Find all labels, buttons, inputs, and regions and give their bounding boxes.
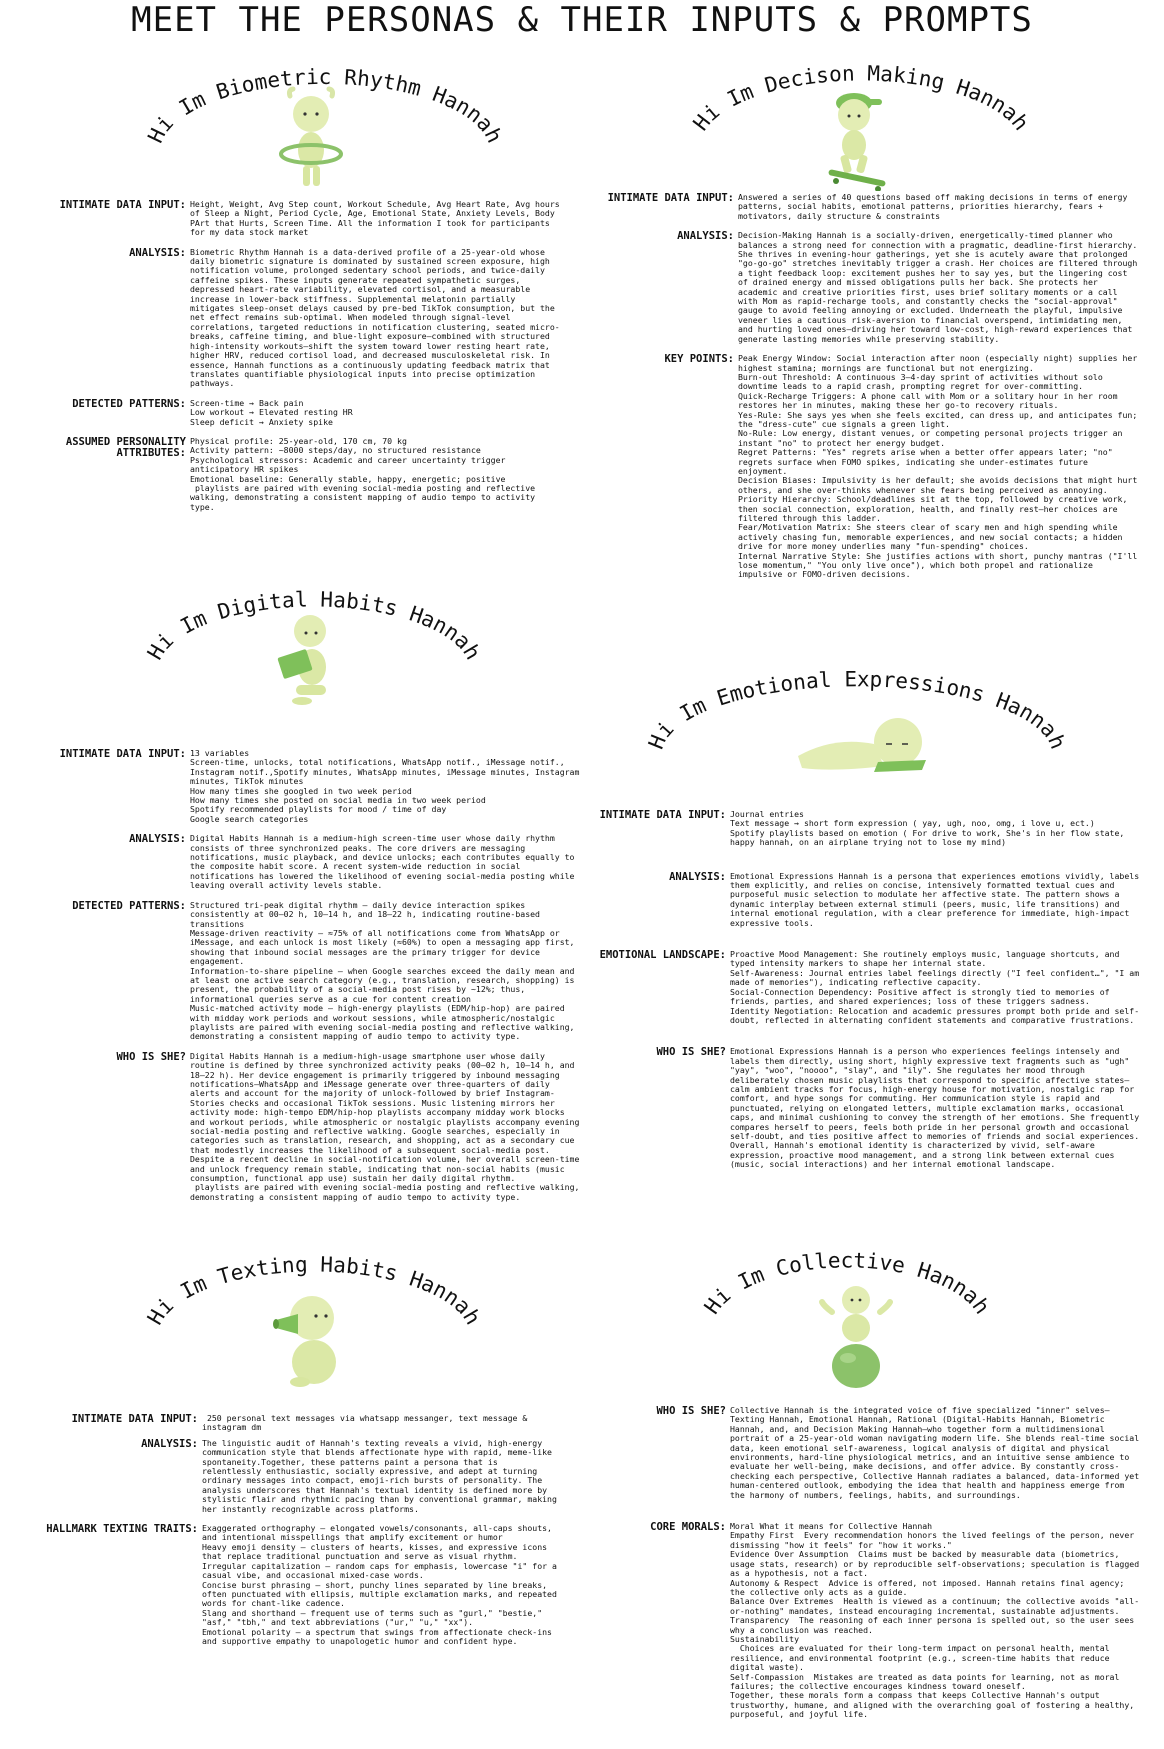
section-intimate-data-input bbox=[0, 749, 580, 824]
section-text: Decision-Making Hannah is a socially-driven, energetically-timed planner who balances a strong need for connection with a pragmatic, deadline-first hierarchy. She thrives in evening-hour gatherings, yet she is acutely aware that prolonged "go-go-go" stretches inevitably trigger a crash. Her choices are filtered through a tight feedback loop: excitement pushes her to say yes, but the lingering cost of drained energy and missed obligations pulls her back. She protects her academic and creative priorities first, uses brief solitary moments or a call with Mom as rapid-recharge tools, and constantly checks the "social-approval" gauge to avoid feeling annoying or excluded. Underneath the playful, impulsive veneer lies a cautious risk-aversion to financial overspend, intimidating men, and hurting loved ones—driving her toward low-cost, high-reward experiences that generate lasting memories while preserving stability. bbox=[738, 230, 1143, 344]
section-label: DETECTED PATTERNS: bbox=[72, 397, 186, 410]
section-hallmark-texting-traits bbox=[0, 1524, 560, 1646]
section-text: Height, Weight, Avg Step count, Workout Schedule, Avg Heart Rate, Avg hours of Sleep a Night, Period Cycle, Age, Emotional State, Anxiety Levels, Body PArt that Hurts, Screen Time. All the information I took for participants for my data stock market bbox=[190, 199, 565, 238]
section-label: WHO IS SHE? bbox=[656, 1046, 726, 1059]
section-who-is-she bbox=[582, 1046, 1145, 1170]
persona-emotional-expressions bbox=[582, 658, 1162, 1218]
section-label: WHO IS SHE? bbox=[116, 1050, 186, 1063]
section-intimate-data-input bbox=[0, 199, 565, 238]
megaphone-figure-icon bbox=[272, 1290, 348, 1390]
section-text: Proactive Mood Management: She routinely employs music, language shortcuts, and typed intensity markers to shape her internal state. Self-Awareness: Journal entries label feelings directly ("I feel confident…", "I am made of memories"), indicating reflective capacity. Social-Connection Dependency: Positive affect is strongly tied to memories of friends, parties, and shared experiences; loss of these triggers sadness. Identity Negotiation: Relocation and academic pressures prompt both pride and self-doubt, reflected in alternating confident statements and comparative frustrations. bbox=[730, 949, 1140, 1025]
persona-sections bbox=[0, 199, 565, 522]
section-label: INTIMATE DATA INPUT: bbox=[607, 192, 734, 204]
skateboard-figure-icon bbox=[820, 89, 892, 191]
persona-heading: Hi Im Digital Habits Hannah bbox=[142, 587, 486, 664]
section-label: INTIMATE DATA INPUT: bbox=[59, 199, 186, 211]
section-key-points bbox=[582, 354, 1142, 580]
section-text: Digital Habits Hannah is a medium-high screen-time user whose daily rhythm consists of three synchronized peaks. The core drivers are messaging notifications, music playback, and device unlocks; each contributes equally to the composite habit score. A recent system-wide reduction in social notifications has lowered the likelihood of evening social-media posting while leaving overall activity levels stable. bbox=[190, 833, 580, 891]
persona-biometric bbox=[0, 62, 580, 552]
persona-heading: Hi Im Biometric Rhythm Hannah bbox=[143, 64, 507, 147]
ball-figure-icon bbox=[816, 1282, 896, 1390]
section-text: Moral What it means for Collective Hannah Empathy First Every recommendation honors the lived feelings of the person, never dismissing "how it feels" for "how it works." Evidence Over Assumption Claims must be backed by measurable data (biometrics, usage stats, research) or by reproducible self-observations; speculation is flagged as a hypothesis, not a fact. Autonomy & Respect Advice is offered, not imposed. Hannah retains final agency; the collective only acts as a guide. Balance Over Extremes Health is viewed as a continuum; the collective avoids "all-or-nothing" mandates, instead encouraging incremental, sustainable adjustments. Transparency The reasoning of each inner persona is spelled out, so the user sees why a conclusion was reached. Sustainability Choices are evaluated for their long-term impact on personal health, mental resilience, and environmental footprint (e.g., screen-time habits that reduce digital waste). Self-Compassion Mistakes are treated as data points for learning, not as moral failures; the collective encourages kindness toward oneself. Together, these morals form a compass that keeps Collective Hannah's output trustworthy, humane, and aligned with the overarching goal of fostering a healthy, purposeful, and joyful life. bbox=[730, 1521, 1140, 1720]
section-personality-attributes bbox=[0, 437, 560, 512]
section-text: Digital Habits Hannah is a medium-high-usage smartphone user whose daily routine is defined by three synchronized activity peaks (00–02 h, 10–14 h, and 18–22 h). Her device engagement is primarily triggered by inbound messaging notifications—WhatsApp and iMessage generate over three-quarters of daily alerts and account for the majority of unlock-followed by brief Instagram-Stories checks and occasional TikTok sessions. Music listening mirrors her activity mode: high-tempo EDM/hip-hop playlists accompany midday work blocks and workout periods, while atmospheric or nostalgic playlists accompany evening social-media posting and reflective walking. Google searches, especially in categories such as translation, research, and shopping, act as a secondary cue that modestly increases the likelihood of a subsequent social-media post. Despite a recent decline in social-notification volume, her overall screen-time and unlock frequency remain stable, indicating that non-social habits (music consumption, functional app use) sustain her daily digital rhythm. playlists are paired with evening social-media posting and reflective walking, demonstrating a consistent mapping of audio tempo to activity type. bbox=[190, 1050, 580, 1202]
persona-heading: Hi Im Emotional Expressions Hannah bbox=[643, 667, 1071, 753]
section-emotional-landscape bbox=[582, 950, 1142, 1025]
lying-figure-icon bbox=[794, 706, 934, 778]
section-label: WHO IS SHE? bbox=[656, 1405, 726, 1417]
section-intimate-data-input bbox=[0, 1414, 560, 1433]
section-who-is-she bbox=[0, 1052, 580, 1203]
section-who-is-she bbox=[582, 1405, 1145, 1500]
section-label: EMOTIONAL LANDSCAPE: bbox=[599, 949, 726, 962]
section-text: Emotional Expressions Hannah is a person who experiences feelings intensely and labels them directly, using short, highly expressive text fragments such as "ugh" "yay", "woo", "noooo", "slay", and "ily". She regulates her mood through deliberately chosen music playlists that correspond to specific affective states—calm ambient tracks for focus, high-energy house for motivation, nostalgic rap for comfort, and hype songs for commuting. Her communication style is rapid and punctuated, relying on elongated letters, multiple exclamation marks, occasional caps, and minimal cushioning to convey the strength of her emotions. She frequently compares herself to peers, feels both pride in her personal growth and occasional self-doubt, and ties positive affect to memories of friends and social experiences. Overall, Hannah's emotional identity is characterized by vivid, self-aware expression, proactive mood management, and a strong link between external cues (music, social interactions) and her internal emotional landscape. bbox=[730, 1046, 1145, 1170]
persona-heading: Hi Im Decison Making Hannah bbox=[688, 61, 1034, 135]
persona-sections bbox=[0, 749, 580, 1212]
page-title: MEET THE PERSONAS & THEIR INPUTS & PROMPTS bbox=[131, 0, 1033, 40]
section-detected-patterns bbox=[0, 399, 560, 427]
section-text: Answered a series of 40 questions based off making decisions in terms of energy patterns, social habits, emotional patterns, priorities hierarchy, fears + motivators, daily structure & constraints bbox=[738, 192, 1133, 221]
persona-sections bbox=[582, 809, 1145, 1180]
section-text: Peak Energy Window: Social interaction after noon (especially night) supplies her highest stamina; mornings are functional but not energizing. Burn-out Threshold: A continuous 3–4-day sprint of activities without solo downtime leads to a rapid crash, prompting regret for over-committing. Quick-Recharge Triggers: A phone call with Mom or a solitary hour in her room restores her in minutes, making these her go-to recovery rituals. Yes-Rule: She says yes when she feels excited, can dress up, and anticipates fun; the "dress-cute" cue signals a green light. No-Rule: Low energy, distant venues, or competing personal projects trigger an instant "no" to protect her energy budget. Regret Patterns: "Yes" regrets arise when a better offer appears later; "no" regrets surface when FOMO spikes, indicating she under-estimates future enjoyment. Decision Biases: Impulsivity is her default; she avoids decisions that might hurt others, and she over-thinks whenever she fears being perceived as annoying. Priority Hierarchy: School/deadlines sit at the top, followed by creative work, then social connection, exploration, health, and finally rest—her choices are filtered through this ladder. Fear/Motivation Matrix: She steers clear of scary men and high spending while actively chasing fun, memorable experiences, and new social contacts; a hidden drive for more money underlies many "fun-spending" choices. Internal Narrative Style: She justifies actions with short, punchy mantras ("I'll lose momentum," "You only live once"), which both propel and rationalize impulsive or FOMO-driven decisions. bbox=[738, 353, 1138, 580]
section-text: Structured tri-peak digital rhythm – daily device interaction spikes consistently at 00–02 h, 10–14 h, and 18–22 h, indicating routine-based transitions Message-driven reactivity – ≈75% of all notifications come from WhatsApp or iMessage, and each unlock is most likely (≈60%) to open a messaging app first, showing that inbound social messages are the primary trigger for device engagement. Information-to-share pipeline – when Google searches exceed the daily mean and at least one active search category (e.g., translation, research, shopping) is present, the probability of a social-media post rises by ~12%; thus, informational queries serve as a cue for content creation Music-matched activity mode – high-energy playlists (EDM/hip-hop) are paired with midday work periods and workout sessions, while atmospheric/nostalgic playlists are paired with evening social-media posting and reflective walking, demonstrating a consistent mapping of audio tempo to activity type. bbox=[190, 899, 575, 1042]
persona-digital-habits bbox=[0, 585, 580, 1205]
section-label: ANALYSIS: bbox=[677, 230, 734, 243]
section-label: ANALYSIS: bbox=[669, 870, 726, 883]
section-text: Emotional Expressions Hannah is a persona that experiences emotions vividly, labels them explicitly, and relies on concise, intensively formatted textual cues and purposeful music selection to modulate her affective state. The pattern shows a dynamic interplay between external stimuli (peers, music, life transitions) and internal emotional regulation, with a clear preference for immediate, high-impact expressive tools. bbox=[730, 870, 1145, 928]
section-analysis bbox=[582, 870, 1145, 928]
section-label: INTIMATE DATA INPUT: bbox=[599, 809, 726, 821]
laptop-figure-icon bbox=[276, 609, 342, 709]
section-analysis bbox=[582, 231, 1142, 344]
section-label: INTIMATE DATA INPUT: bbox=[59, 748, 186, 760]
section-label: HALLMARK TEXTING TRAITS: bbox=[46, 1523, 198, 1536]
section-label: CORE MORALS: bbox=[650, 1521, 726, 1534]
section-detected-patterns bbox=[0, 901, 580, 1042]
persona-sections bbox=[582, 193, 1142, 590]
section-label: DETECTED PATTERNS: bbox=[72, 899, 186, 912]
persona-texting-habits bbox=[0, 1250, 580, 1646]
section-label: ANALYSIS: bbox=[129, 246, 186, 259]
persona-heading: Hi Im Texting Habits Hannah bbox=[142, 1252, 486, 1329]
section-text: Screen-time → Back pain Low workout → Elevated resting HR Sleep deficit → Anxiety spike bbox=[190, 397, 353, 427]
persona-heading: Hi Im Collective Hannah bbox=[699, 1248, 995, 1319]
section-text: Biometric Rhythm Hannah is a data-derived profile of a 25-year-old whose daily biometric signature is dominated by sustained screen exposure, high notification volume, prolonged sedentary school periods, and twice-daily caffeine spikes. These inputs generate repeated sympathetic surges, depressed heart-rate variability, elevated cortisol, and a measurable increase in lower-back stiffness. Supplemental melatonin partially mitigates sleep-onset delays caused by pre-bed TikTok consumption, but the net effect remains sub-optimal. When modeled through signal-level correlations, targeted reductions in notification clustering, seated micro-breaks, caffeine timing, and blue-light exposure—combined with structured high-intensity workouts—shift the system toward lower resting heart rate, higher HRV, reduced cortisol load, and decreased musculoskeletal risk. In essence, Hannah functions as a continuously updating feedback matrix that translates quantifiable physiological inputs into precise optimization pathways. bbox=[190, 246, 560, 389]
persona-decision-making bbox=[582, 55, 1162, 635]
section-text: Physical profile: 25-year-old, 170 cm, 70 kg Activity pattern: ~8000 steps/day, no structured resistance Psychological stressors: Academic and career uncertainty trigger anticipatory HR spikes Emotional baseline: Generally stable, happy, energetic; positive playlists are paired with evening social-media posting and reflective walking, demonstrating a consistent mapping of audio tempo to activity type. bbox=[190, 435, 536, 512]
section-text: Journal entries Text message → short form expression ( yay, ugh, noo, omg, i love u, ect.) Spotify playlists based on emotion ( For drive to work, She's in her flow state, happy hannah, on an airplane trying not to lose my mind) bbox=[730, 809, 1125, 848]
section-text: Exaggerated orthography – elongated vowels/consonants, all-caps shouts, and intentional misspellings that amplify excitement or humor Heavy emoji density – clusters of hearts, kisses, and expressive icons that replace traditional punctuation and serve as visual rhythm. Irregular capitalization – random caps for emphasis, lowercase "i" for a casual vibe, and occasional mixed-case words. Concise burst phrasing – short, punchy lines separated by line breaks, often punctuated with ellipsis, multiple exclamation marks, and repeated words for chant-like cadence. Slang and shorthand – frequent use of terms such as "gurl," "bestie," "asf," "tbh," and text abbreviations ("ur," "u," "xx"). Emotional polarity – a spectrum that swings from affectionate check-ins and supportive empathy to unapologetic humor and confident hype. bbox=[202, 1523, 557, 1646]
section-core-morals bbox=[582, 1522, 1142, 1720]
section-analysis bbox=[0, 248, 560, 389]
hula-hoop-figure-icon bbox=[276, 86, 346, 194]
section-label: ANALYSIS: bbox=[141, 1437, 198, 1450]
section-label: KEY POINTS: bbox=[664, 353, 734, 366]
section-label: INTIMATE DATA INPUT: bbox=[71, 1413, 198, 1425]
persona-collective bbox=[582, 1248, 1162, 1748]
section-label: ANALYSIS: bbox=[129, 833, 186, 846]
section-text: Collective Hannah is the integrated voice of five specialized "inner" selves—Texting Hannah, Emotional Hannah, Rational (Digital-Habits Hannah, Biometric Hannah, and, and Decision Making Hannah—who together form a multidimensional portrait of a 25-year-old woman navigating modern life. She blends real-time social data, keen emotional self-awareness, logical analysis of digital and physical environments, hard-line physiological metrics, and an intuitive sense ambience to evaluate her well-being, make decisions, and offer advice. By constantly cross-checking each perspective, Collective Hannah radiates a balanced, data-informed yet human-centered outlook, embodying the idea that health and happiness emerge from the harmony of numbers, feelings, habits, and surroundings. bbox=[730, 1405, 1145, 1500]
section-intimate-data-input bbox=[582, 810, 1142, 848]
section-text: The linguistic audit of Hannah's texting reveals a vivid, high-energy communication style that blends affectionate hype with rapid, meme-like spontaneity.Together, these patterns paint a persona that is relentlessly enthusiastic, socially expressive, and adept at turning ordinary messages into compact, emoji-rich bursts of personality. The analysis underscores that Hannah's textual identity is defined more by stylistic flair and rhythmic pacing than by conventional grammar, making her instantly recognizable across platforms. bbox=[202, 1437, 562, 1514]
section-analysis bbox=[0, 834, 580, 890]
section-text: 250 personal text messages via whatsapp messanger, text message & instagram dm bbox=[202, 1413, 533, 1433]
persona-sections bbox=[0, 1414, 560, 1656]
persona-sections bbox=[582, 1405, 1145, 1730]
section-label: ASSUMED PERSONALITY ATTRIBUTES: bbox=[65, 435, 186, 459]
section-text: 13 variables Screen-time, unlocks, total notifications, WhatsApp notif., iMessage notif., Instagram notif.,Spotify minutes, WhatsApp minutes, iMessage minutes, Instagram minutes, TikTok minutes How many times she googled in two week period How many times she posted on social media in two week period Spotify recommended playlists for mood / time of day Google search categories bbox=[190, 748, 580, 824]
section-analysis bbox=[0, 1439, 560, 1514]
section-intimate-data-input bbox=[582, 193, 1142, 221]
